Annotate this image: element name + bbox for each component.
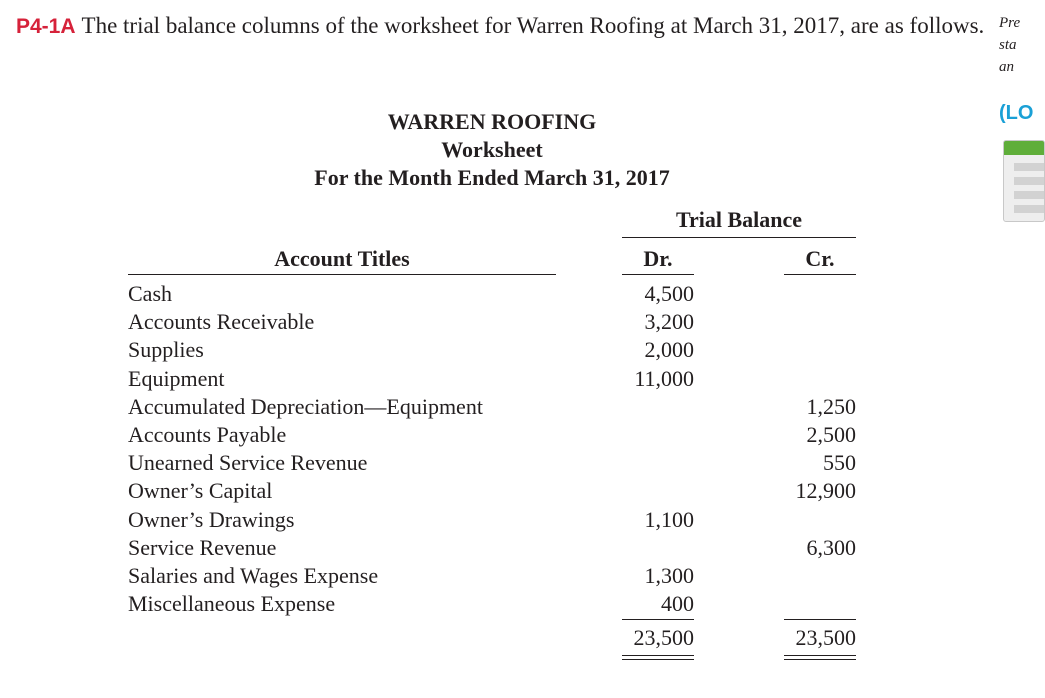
- table-row: [128, 280, 858, 308]
- account-title: Accounts Receivable: [128, 309, 315, 335]
- account-title: Salaries and Wages Expense: [128, 562, 379, 588]
- debit-amount: 3,200: [644, 309, 694, 335]
- table-row: [128, 421, 858, 449]
- trial-balance-header: Trial Balance: [675, 207, 803, 232]
- debit-double-rule: [622, 655, 694, 660]
- credit-amount: 2,500: [806, 421, 856, 447]
- debit-header: Dr.: [622, 245, 694, 275]
- credit-amount: 6,300: [806, 534, 856, 560]
- spreadsheet-icon: [1003, 140, 1045, 222]
- debit-amount: 1,100: [644, 506, 694, 532]
- account-title: Miscellaneous Expense: [128, 591, 336, 617]
- table-row: [128, 365, 858, 393]
- company-name: WARREN ROOFING: [387, 109, 597, 134]
- learning-objective-label: (LO: [999, 102, 1034, 124]
- credit-amount: 1,250: [806, 393, 856, 419]
- account-titles-header: Account Titles: [128, 245, 556, 275]
- account-title: Owner’s Capital: [128, 478, 273, 504]
- table-row: [128, 477, 858, 505]
- table-row: [128, 336, 858, 364]
- trial-balance-rule: [622, 237, 856, 238]
- credit-double-rule: [784, 655, 856, 660]
- debit-amount: 11,000: [634, 365, 694, 391]
- debit-amount: 1,300: [644, 562, 694, 588]
- table-row: [128, 308, 858, 336]
- table-row: [128, 562, 858, 590]
- debit-amount: 400: [661, 591, 694, 617]
- credit-amount: 550: [823, 450, 856, 476]
- debit-amount: 2,000: [644, 337, 694, 363]
- debit-total: 23,500: [633, 625, 694, 650]
- problem-id: P4-1A: [16, 15, 76, 38]
- trial-balance-table: [128, 280, 858, 618]
- sidebar-line: sta: [999, 37, 1017, 53]
- debit-subtotal-rule: [622, 619, 694, 620]
- sidebar-line: an: [999, 59, 1014, 75]
- account-title: Service Revenue: [128, 534, 277, 560]
- credit-total: 23,500: [795, 625, 856, 650]
- problem-text: The trial balance columns of the worksheet for Warren Roofing at March 31, 2017, are as follows.: [81, 13, 985, 38]
- sidebar-margin: [999, 12, 1039, 124]
- account-title: Supplies: [128, 337, 204, 363]
- account-title: Cash: [128, 281, 172, 306]
- account-title: Accounts Payable: [128, 421, 287, 447]
- table-row: [128, 393, 858, 421]
- account-title: Owner’s Drawings: [128, 506, 295, 532]
- table-row: [128, 534, 858, 562]
- credit-header: Cr.: [784, 245, 856, 275]
- table-row: [128, 449, 858, 477]
- account-title: Accumulated Depreciation—Equipment: [128, 393, 483, 419]
- account-title: Equipment: [128, 365, 225, 391]
- credit-subtotal-rule: [784, 619, 856, 620]
- debit-amount: 4,500: [644, 281, 694, 306]
- worksheet-title: Worksheet: [441, 137, 543, 162]
- problem-statement: [16, 12, 986, 40]
- account-title: Unearned Service Revenue: [128, 450, 368, 476]
- worksheet-period: For the Month Ended March 31, 2017: [314, 165, 670, 190]
- table-row: [128, 506, 858, 534]
- sidebar-line: Pre: [999, 15, 1021, 31]
- credit-amount: 12,900: [795, 478, 856, 504]
- table-row: [128, 590, 858, 618]
